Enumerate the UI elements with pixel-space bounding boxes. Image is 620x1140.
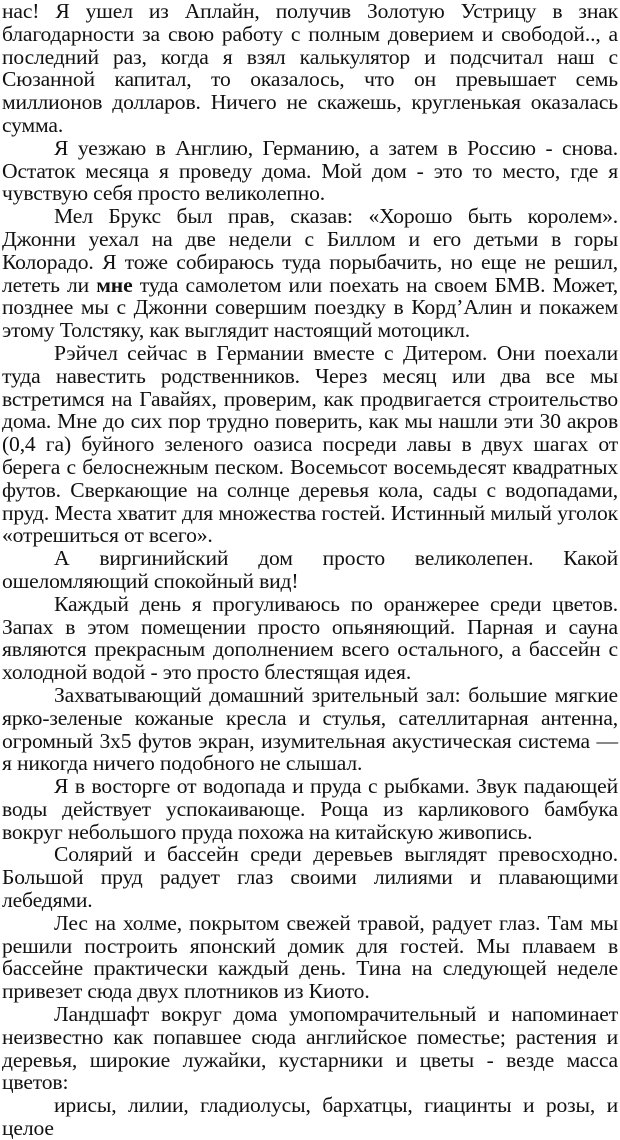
paragraph-4: Рэйчел сейчас в Германии вместе с Дитером. Они поехали туда навестить родственников. Через месяц или два все мы встретимся на Гавайях, проверим, как продвигается строительство дома. Мне до сих пор трудно поверить, как мы нашли эти 30 акров (0,4 га) буйного зеленого оазиса посреди лавы в двух шагах от берега с белоснежным песком. Восемьсот восемьдесят квадратных футов. Сверкающие на солнце деревья кола, сады с водопадами, пруд. Места хватит для множества гостей. Истинный милый уголок «отрешиться от всего». bbox=[2, 340, 618, 548]
paragraph-5: А виргинийский дом просто великолепен. Какой ошеломляющий спокойный вид! bbox=[2, 546, 618, 593]
paragraph-3-after: туда самолетом или поехать на своем БМВ. Может, позднее мы с Джонни совершим поездку в Корд’Алин и покажем этому Толстяку, как выглядит настоящий мотоцикл. bbox=[2, 272, 619, 343]
paragraph-8: Я в восторге от водопада и пруда с рыбками. Звук падающей воды действует успокаивающе. Роща из карликового бамбука вокруг небольшого пруда похожа на китайскую живопись. bbox=[2, 774, 618, 844]
body-text bbox=[2, 0, 618, 1140]
paragraph-7: Захватывающий домашний зрительный зал: большие мягкие ярко-зеленые кожаные кресла и стулья, сателлитарная антенна, огромный 3x5 футов экран, изумительная акустическая система — я никогда ничего подобного не слышал. bbox=[2, 682, 618, 776]
paragraph-10: Лес на холме, покрытом свежей травой, радует глаз. Там мы решили построить японский домик для гостей. Мы плаваем в бассейне практически каждый день. Тина на следующей неделе привезет сюда двух плотников из Киото. bbox=[2, 910, 618, 1004]
paragraph-12: ирисы, лилии, гладиолусы, бархатцы, гиацинты и розы, и целое bbox=[2, 1093, 618, 1140]
paragraph-3-before: Мел Брукс был прав, сказав: «Хорошо быть королем». Джонни уехал на две недели с Биллом и его детьми в горы Колорадо. Я тоже собираюсь туда порыбачить, но еще не решил, лететь ли bbox=[2, 204, 618, 297]
paragraph-6: Каждый день я прогуливаюсь по оранжерее среди цветов. Запах в этом помещении просто опьяняющий. Парная и сауна являются прекрасным дополнением всего остального, а бассейн с холодной водой - это просто блестящая идея. bbox=[2, 591, 618, 685]
paragraph-11: Ландшафт вокруг дома умопомрачительный и напоминает неизвестно как попавшее сюда английское поместье; растения и деревья, широкие лужайки, кустарники и цветы - везде масса цветов: bbox=[2, 1002, 618, 1095]
paragraph-9: Солярий и бассейн среди деревьев выглядят превосходно. Большой пруд радует глаз своими лилиями и плавающими лебедями. bbox=[2, 842, 618, 913]
paragraph-3 bbox=[2, 205, 618, 342]
paragraph-3-bold-word: мне bbox=[96, 272, 133, 297]
paragraph-1: нас! Я ушел из Аплайн, получив Золотую Устрицу в знак благодарности за свою работу с полным доверием и свободой.., а последний раз, когда я взял калькулятор и подсчитал наш с Сюзанной капитал, то оказалось, что он превышает семь миллионов долларов. Ничего не скажешь, кругленькая оказалась сумма. bbox=[2, 0, 618, 137]
paragraph-2: Я уезжаю в Англию, Германию, а затем в Россию - снова. Остаток месяца я проведу дома. Мой дом - это то место, где я чувствую себя просто великолепно. bbox=[2, 135, 618, 206]
